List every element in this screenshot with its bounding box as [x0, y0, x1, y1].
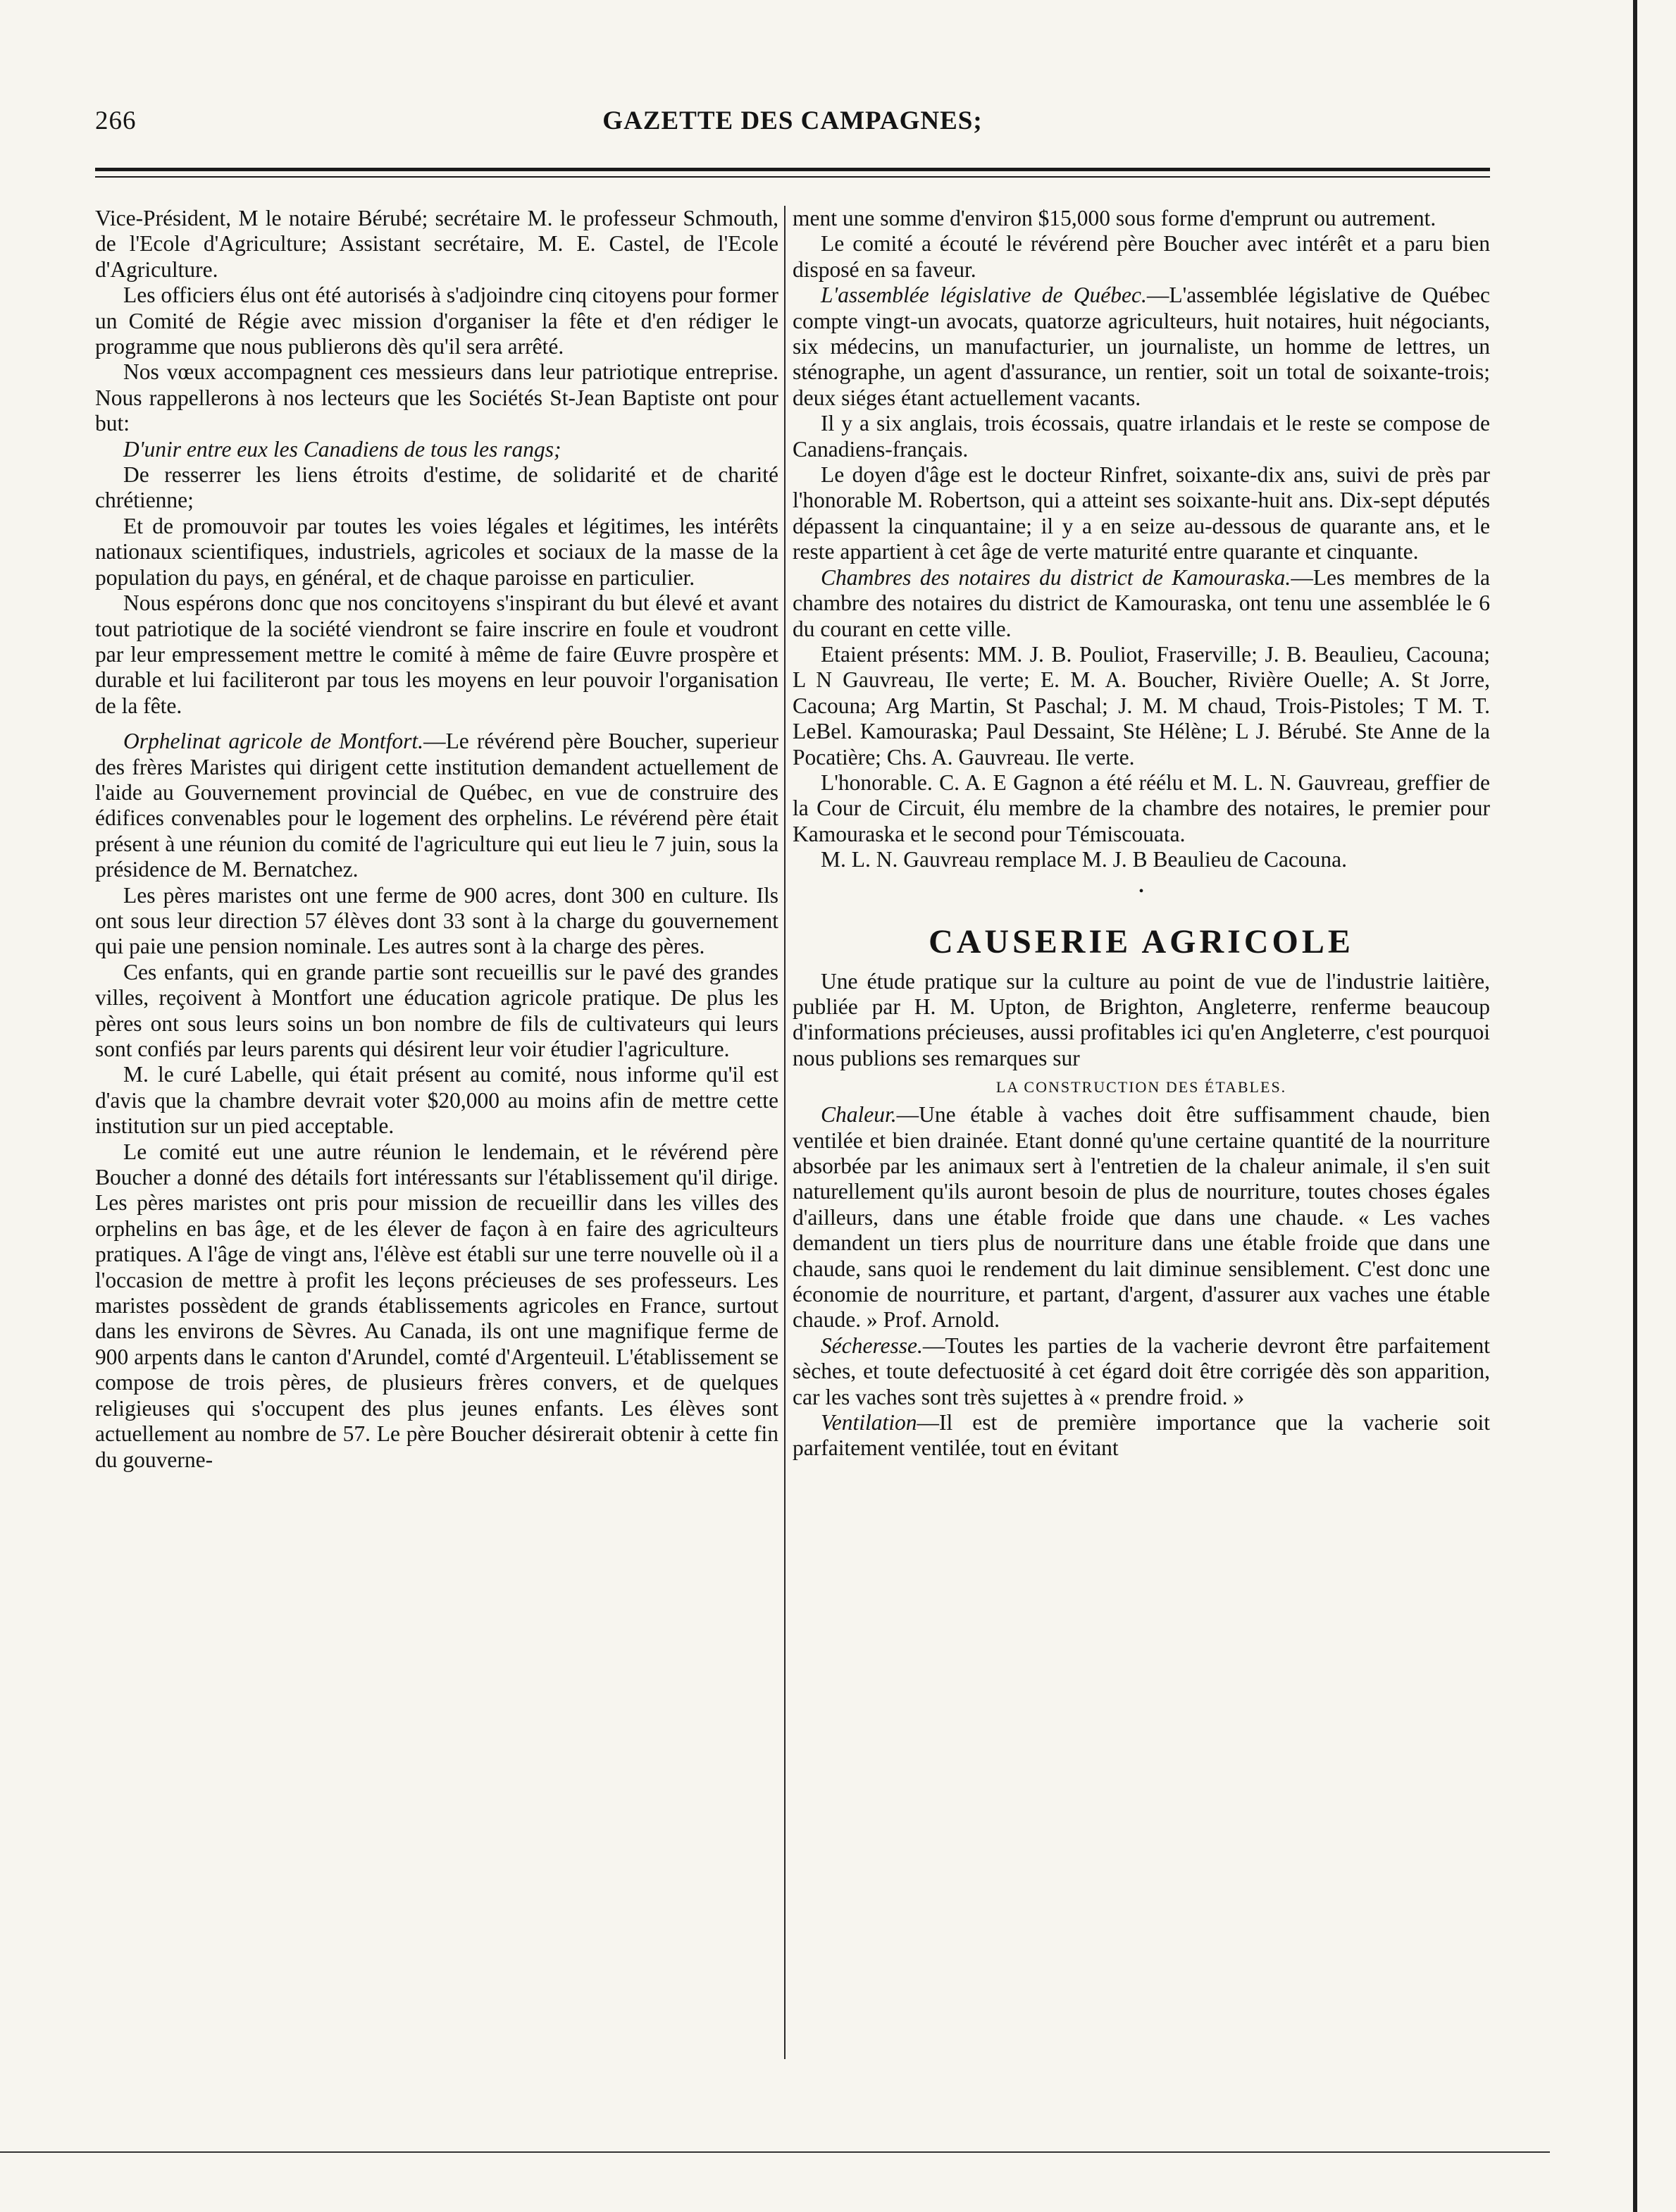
paragraph: Et de promouvoir par toutes les voies légales et légitimes, les intérêts nationaux scientifiques, industriels, agricoles et sociaux de la masse de la population du pays, en général, et de chaque paroisse en particulier. [95, 513, 778, 590]
paragraph: Nous espérons donc que nos concitoyens s'inspirant du but élevé et avant tout patriotique de la société viendront se faire inscrire en foule et voudront par leur empressement mettre le comité à même de faire Œuvre prospère et durable et lui faciliteront par tous les moyens en leur pouvoir l'organisation de la fête. [95, 591, 778, 718]
paragraph-secheresse [793, 1333, 1490, 1410]
paragraph: Il y a six anglais, trois écossais, quatre irlandais et le reste se compose de Canadiens-français. [793, 411, 1490, 462]
paragraph: M. le curé Labelle, qui était présent au comité, nous informe qu'il est d'avis que la chambre devrait voter $20,000 au moins afin de mettre cette institution sur un pied acceptable. [95, 1062, 778, 1139]
paragraph-text: —Toutes les parties de la vacherie devront être parfaitement sèches, et toute defectuosité à cet égard doit être corrigée dès son apparition, car les vaches sont très sujettes à « prendre froid. » [793, 1333, 1490, 1409]
column-divider [784, 206, 786, 2059]
paragraph-text: —L'assemblée législative de Québec compte vingt-un avocats, quatorze agriculteurs, huit notaires, huit négociants, six médecins, un manufacturier, un journaliste, un homme de lettres, un sténographe, un agent d'assurance, un rentier, soit un total de soixante-trois; deux siéges étant actuellement vacants. [793, 283, 1490, 410]
paragraph-text: —Le révérend père Boucher, superieur des frères Maristes qui dirigent cette institution demandent actuellement de l'aide au Gouvernement provincial de Québec, en vue de construire des édifices convenables pour le logement des orphelins. Le révérend père était présent à une réunion du comité de l'agriculture qui eut lieu le 7 juin, sous la présidence de M. Bernatchez. [95, 729, 778, 882]
paragraph: De resserrer les liens étroits d'estime, de solidarité et de charité chrétienne; [95, 462, 778, 513]
paragraph-orphelinat [95, 729, 778, 882]
header-rule-thick [95, 168, 1490, 171]
paragraph: Vice-Président, M le notaire Bérubé; secrétaire M. le professeur Schmouth, de l'Ecole d'Agriculture; Assistant secrétaire, M. E. Castel, de l'Ecole d'Agriculture. [95, 206, 778, 282]
paragraph-text: —Une étable à vaches doit être suffisamment chaude, bien ventilée et bien drainée. Etant donné qu'une certaine quantité de la nourriture absorbée par les animaux sert à l'entretien de la chaleur animale, il s'en suit naturellement qu'ils auront besoin de plus de nourriture, toutes choses égales d'ailleurs, dans une étable froide que dans une chaude. « Les vaches demandent un tiers plus de nourriture dans une étable froide que dans une chaude, sans quoi le rendement du lait diminue sensiblement. C'est donc une économie de nourriture, et partant, d'argent, d'assurer aux vaches une étable chaude. » Prof. Arnold. [793, 1102, 1490, 1333]
paragraph: Le doyen d'âge est le docteur Rinfret, soixante-dix ans, suivi de près par l'honorable M. Robertson, qui a atteint ses soixante-huit ans. Dix-sept députés dépassent la cinquantaine; il y a en seize au-dessous de quarante ans, et le reste appartient à cet âge de verte maturité entre quarante et cinquante. [793, 462, 1490, 564]
section-title-orphelinat: Orphelinat agricole de Montfort. [123, 729, 424, 754]
section-title-chaleur: Chaleur. [821, 1102, 897, 1127]
section-title-secheresse: Sécheresse. [821, 1333, 923, 1358]
paragraph: L'honorable. C. A. E Gagnon a été réélu et M. L. N. Gauvreau, greffier de la Cour de Circuit, élu membre de la chambre des notaires, le premier pour Kamouraska et le second pour Témiscouata. [793, 770, 1490, 846]
paragraph: Les officiers élus ont été autorisés à s'adjoindre cinq citoyens pour former un Comité de Régie avec mission d'organiser la fête et d'en rédiger le programme que nous publierons dès qu'il sera arrêté. [95, 283, 778, 359]
heading-ornament: • [1138, 883, 1144, 899]
publication-title: GAZETTE DES CAMPAGNES; [602, 106, 983, 135]
section-title-chambres: Chambres des notaires du district de Kamouraska. [821, 564, 1291, 590]
paragraph-assemblee [793, 283, 1490, 411]
paragraph: Nos vœux accompagnent ces messieurs dans leur patriotique entreprise. Nous rappellerons à nos lecteurs que les Sociétés St-Jean Baptiste ont pour but: [95, 359, 778, 436]
scan-edge [1633, 0, 1637, 2212]
paragraph: Le comité eut une autre réunion le lendemain, et le révérend père Boucher a donné des détails fort intéressants sur l'établissement qu'il dirige. Les pères maristes ont pris pour mission de recueillir dans les villes des orphelins en bas âge, et de les élever de façon à en faire des agriculteurs pratiques. A l'âge de vingt ans, l'élève est établi sur une terre nouvelle où il a l'occasion de mettre à profit les leçons précieuses de ses professeurs. Les maristes possèdent de grands établissements agricoles en France, surtout dans les environs de Sèvres. Au Canada, ils ont une magnifique ferme de 900 arpents dans le canton d'Arundel, comté d'Argenteuil. L'établissement se compose de trois pères, de plusieurs frères convers, et de quelques religieuses qui s'occupent des plus jeunes enfants. Les élèves sont actuellement au nombre de 57. Le père Boucher désirerait obtenir à cette fin du gouverne- [95, 1139, 778, 1472]
paragraph: Une étude pratique sur la culture au point de vue de l'industrie laitière, publiée par H. M. Upton, de Brighton, Angleterre, renferme beaucoup d'informations précieuses, aussi profitables ici qu'en Angleterre, c'est pourquoi nous publions ses remarques sur [793, 968, 1490, 1070]
section-title-assemblee: L'assemblée législative de Québec. [821, 283, 1147, 308]
subheading: LA CONSTRUCTION DES ÉTABLES. [995, 1078, 1287, 1096]
header-rule-thin [95, 176, 1490, 178]
paragraph: Les pères maristes ont une ferme de 900 acres, dont 300 en culture. Ils ont sous leur direction 57 élèves dont 33 sont à la charge du gouvernement qui paie une pension nominale. Les autres sont à la charge des pères. [95, 882, 778, 959]
paragraph: Ces enfants, qui en grande partie sont recueillis sur le pavé des grandes villes, reçoivent à Montfort une éducation agricole pratique. De plus les pères ont sous leurs soins un bon nombre de fils de cultivateurs qui leurs sont confiés par leurs parents qui désirent leur voir étudier l'agriculture. [95, 959, 778, 1061]
bottom-rule [0, 2151, 1550, 2153]
page-number: 266 [95, 106, 137, 135]
paragraph: ment une somme d'environ $15,000 sous forme d'emprunt ou autrement. [793, 206, 1436, 230]
paragraph-ventilation [793, 1410, 1490, 1462]
paragraph-chaleur [793, 1102, 1490, 1333]
paragraph: M. L. N. Gauvreau remplace M. J. B Beaulieu de Cacouna. [821, 847, 1348, 872]
paragraph-text: —Les membres de la chambre des notaires du district de Kamouraska, ont tenu une assemblée le 6 du courant en cette ville. [793, 564, 1490, 641]
left-column [95, 206, 778, 1473]
section-heading: CAUSERIE AGRICOLE [929, 922, 1354, 960]
page-header [95, 106, 1490, 148]
paragraph: Le comité a écouté le révérend père Boucher avec intérêt et a paru bien disposé en sa faveur. [793, 231, 1490, 282]
paragraph-text: —Il est de première importance que la vacherie soit parfaitement ventilée, tout en évitant [793, 1410, 1490, 1461]
paragraph-chambres [793, 565, 1490, 642]
paragraph: D'unir entre eux les Canadiens de tous les rangs; [123, 436, 561, 462]
right-column [793, 206, 1490, 1462]
section-title-ventilation: Ventilation [821, 1410, 917, 1435]
paragraph: Etaient présents: MM. J. B. Pouliot, Fraserville; J. B. Beaulieu, Cacouna; L N Gauvreau, Ile verte; E. M. A. Boucher, Rivière Ouelle; A. St Jorre, Cacouna; Arg Martin, St Paschal; J. M. M chaud, Trois-Pistoles; T M. T. LeBel. Kamouraska; Paul Dessaint, Ste Hélène; L J. Bérubé. Ste Anne de la Pocatière; Chs. A. Gauvreau. Ile verte. [793, 641, 1490, 770]
